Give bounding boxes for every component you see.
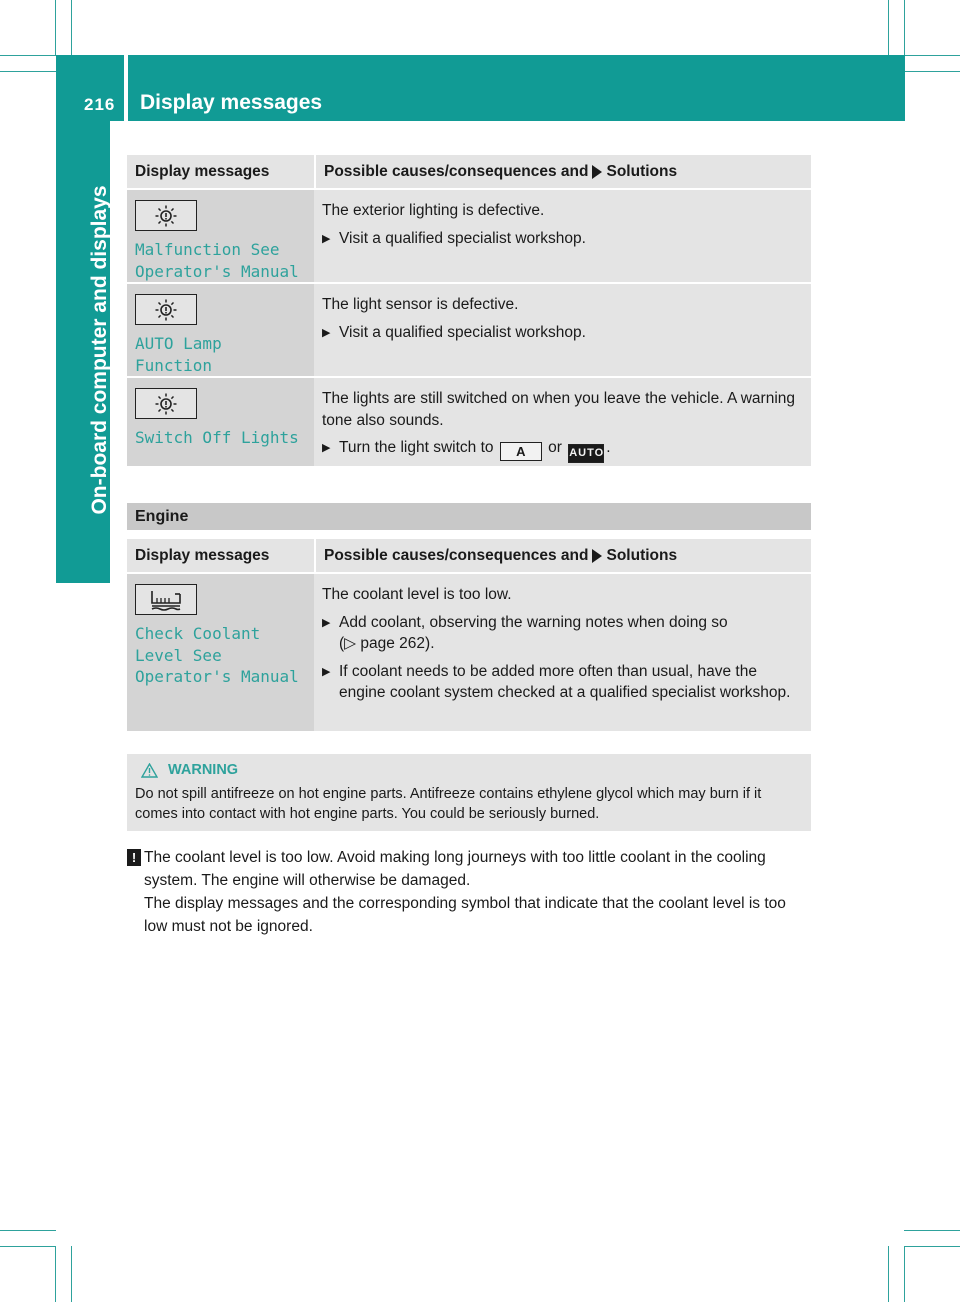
crop-mark xyxy=(904,1230,960,1231)
message-line: Malfunction See xyxy=(135,240,280,259)
light-icon xyxy=(135,388,197,419)
crop-mark xyxy=(904,1246,960,1247)
cause-cell xyxy=(314,378,811,466)
column-header-causes: Possible causes/consequences and Solutions xyxy=(314,539,811,572)
crop-mark xyxy=(904,0,905,56)
solution-step: ▶ Turn the light switch to A or AUTO . xyxy=(322,437,803,463)
crop-mark xyxy=(904,1246,905,1302)
crop-mark xyxy=(888,1246,889,1302)
crop-mark xyxy=(0,71,56,72)
column-header-display-messages: Display messages xyxy=(135,162,270,180)
step-arrow-icon: ▶ xyxy=(322,232,331,245)
table-row xyxy=(127,190,811,284)
crop-mark xyxy=(904,71,960,72)
cause-cell xyxy=(314,574,811,731)
crop-mark xyxy=(904,55,960,56)
message-cell xyxy=(127,574,314,731)
warning-header xyxy=(135,762,803,778)
column-header-causes: Possible causes/consequences and Solutions xyxy=(314,155,811,188)
solution-step: ▶ If coolant needs to be added more often than usual, have the engine coolant system checked at a qualified specialist workshop. xyxy=(322,661,803,704)
note-paragraph xyxy=(127,846,811,892)
light-switch-auto-symbol: AUTO xyxy=(568,444,604,463)
light-icon xyxy=(135,200,197,231)
crop-mark xyxy=(55,0,56,56)
message-line: Level See xyxy=(135,645,222,665)
step-arrow-icon: ▶ xyxy=(322,442,331,454)
table-row xyxy=(127,378,811,466)
crop-mark xyxy=(888,0,889,56)
cause-cell xyxy=(314,190,811,282)
cause-cell xyxy=(314,284,811,376)
solution-step: ▶ Add coolant, observing the warning notes when doing so (▷ page 262). xyxy=(322,612,803,655)
table-row xyxy=(127,284,811,378)
message-line: Check Coolant xyxy=(135,624,261,643)
cause-text: The coolant level is too low. xyxy=(322,586,512,603)
note-text: The coolant level is too low. Avoid making long journeys with too little coolant in the cooling system. The engine will otherwise be damaged. xyxy=(144,849,766,889)
page-title: Display messages xyxy=(140,91,323,114)
light-switch-a-symbol: A xyxy=(500,442,542,461)
crop-mark xyxy=(0,55,56,56)
table-row xyxy=(127,574,811,731)
coolant-icon xyxy=(135,584,197,615)
section-title-engine: Engine xyxy=(127,503,811,530)
message-cell xyxy=(127,378,314,466)
step-arrow-icon: ▶ xyxy=(322,616,331,629)
message-cell xyxy=(127,190,314,282)
light-icon xyxy=(135,294,197,325)
message-line: Operator's Manual xyxy=(135,667,299,686)
solution-step: ▶ Visit a qualified specialist workshop. xyxy=(322,322,803,345)
warning-triangle-icon xyxy=(141,763,158,778)
cause-text: The light sensor is defective. xyxy=(322,296,519,313)
arrow-icon xyxy=(592,549,602,563)
arrow-icon xyxy=(592,165,602,179)
message-line: AUTO Lamp Function xyxy=(135,334,222,375)
message-line: Operator's Manual xyxy=(135,261,299,281)
cause-text: The exterior lighting is defective. xyxy=(322,202,545,219)
column-header-display-messages: Display messages xyxy=(135,546,270,564)
warning-text: Do not spill antifreeze on hot engine parts. Antifreeze contains ethylene glycol which may burn if it comes into contact with hot engine parts. You could be seriously burned. xyxy=(135,786,762,822)
display-messages-table-engine xyxy=(127,539,811,731)
solution-step: ▶ Visit a qualified specialist workshop. xyxy=(322,228,803,251)
message-line: Switch Off Lights xyxy=(135,428,299,447)
side-tab-label: On-board computer and displays xyxy=(88,185,111,515)
note-text: The display messages and the corresponding symbol that indicate that the coolant level is too low must not be ignored. xyxy=(144,895,786,935)
message-cell xyxy=(127,284,314,376)
crop-mark xyxy=(71,0,72,56)
crop-mark xyxy=(55,1246,56,1302)
crop-mark xyxy=(0,1230,56,1231)
header-separator xyxy=(124,55,128,121)
warning-label: WARNING xyxy=(168,762,239,778)
page-number: 216 xyxy=(84,95,116,114)
step-arrow-icon: ▶ xyxy=(322,665,331,678)
warning-box xyxy=(127,754,811,831)
cause-text: The lights are still switched on when you leave the vehicle. A warning tone also sounds. xyxy=(322,390,796,429)
crop-mark xyxy=(0,1246,56,1247)
page-reference-link[interactable]: (▷ page 262). xyxy=(339,635,435,652)
exclamation-icon: ! xyxy=(127,849,141,866)
step-arrow-icon: ▶ xyxy=(322,326,331,339)
table-header-row xyxy=(127,155,811,190)
crop-mark xyxy=(71,1246,72,1302)
note-paragraph xyxy=(127,892,811,938)
display-messages-table-lighting xyxy=(127,155,811,466)
table-header-row xyxy=(127,539,811,574)
